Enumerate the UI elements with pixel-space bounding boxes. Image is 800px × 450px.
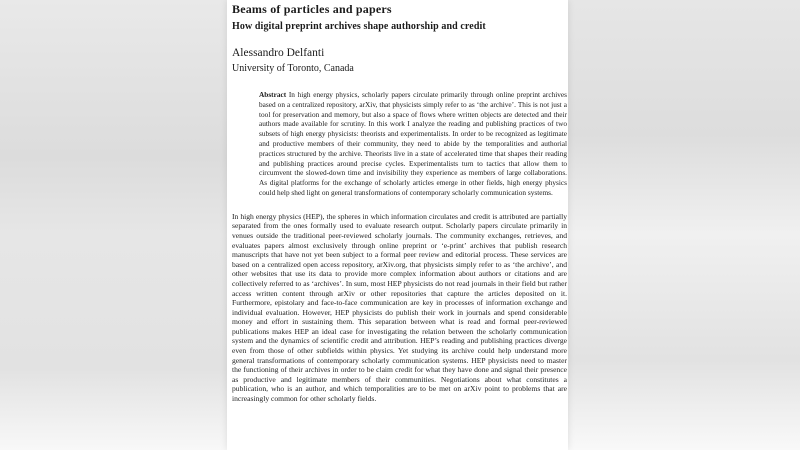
abstract-text: In high energy physics, scholarly papers circulate primarily through online preprint archives based on a centralized repository, arXiv, that physicists simply refer to as ‘the archive’. This is not just a tool for preservation and memory, but also a space of flows where written objects are detected and their authors made available for scrutiny. In this work I analyze the reading and publishing practices of two subsets of high energy physicists: theorists and experimentalists. In order to be recognized as legitimate and productive members of their community, they need to abide by the temporalities and authorial practices structured by the archive. Theorists live in a state of accelerated time that shapes their reading and publishing practices around precise cycles. Experimentalists turn to tactics that allow them to circumvent the slowed-down time and invisibility they experience as members of large collaborations. As digital platforms for the exchange of scholarly articles emerge in other fields, high energy physics could help shed light on general transformations of contemporary scholarly communication systems. [259, 90, 567, 197]
body-paragraph: In high energy physics (HEP), the spheres in which information circulates and credit is attributed are partially separated from the ones formally used to evaluate research output. Scholarly papers circulate primarily in venues outside the traditional peer-reviewed scholarly journals. The community exchanges, retrieves, and evaluates papers almost exclusively through online preprint or ‘e-print’ archives that publish research manuscripts that have not yet been subject to a formal peer review and editorial process. These services are based on a centralized open access repository, arXiv.org, that physicists simply refer to as ‘the archive’, and other websites that use its data to provide more complex information about authors or citations and are collectively referred to as ‘archives’. In sum, most HEP physicists do not read journals in their field but rather access written content through arXiv or other repositories that capture the articles deposited on it. Furthermore, epistolary and face-to-face communication are key in processes of information exchange and individual evaluation. However, HEP physicists do publish their work in journals and spend considerable money and effort in sustaining them. This separation between what is read and formal peer-reviewed publications makes HEP an ideal case for investigating the relation between the scholarly communication system and the dynamics of scientific credit and attribution. HEP’s reading and publishing practices diverge even from those of other subfields within physics. Yet studying its archive could help understand more general transformations of contemporary scholarly communication systems. HEP physicists need to master the functioning of their archives in order to be claim credit for what they have done and signal their presence as productive and legitimate members of their communities. Negotiations about what constitutes a publication, who is an author, and which temporalities are to be met on arXiv point to problems that are increasingly common for other scholarly fields. [232, 211, 567, 404]
blurred-backdrop-right [568, 0, 800, 450]
paper-page [227, 0, 568, 450]
abstract-label: Abstract [259, 90, 287, 99]
paper-subtitle: How digital preprint archives shape authorship and credit [232, 21, 486, 32]
author-affiliation: University of Toronto, Canada [232, 63, 354, 74]
blurred-backdrop-left [0, 0, 227, 450]
author-name: Alessandro Delfanti [232, 47, 325, 59]
paper-title: Beams of particles and papers [232, 2, 392, 16]
abstract-block [259, 90, 567, 198]
